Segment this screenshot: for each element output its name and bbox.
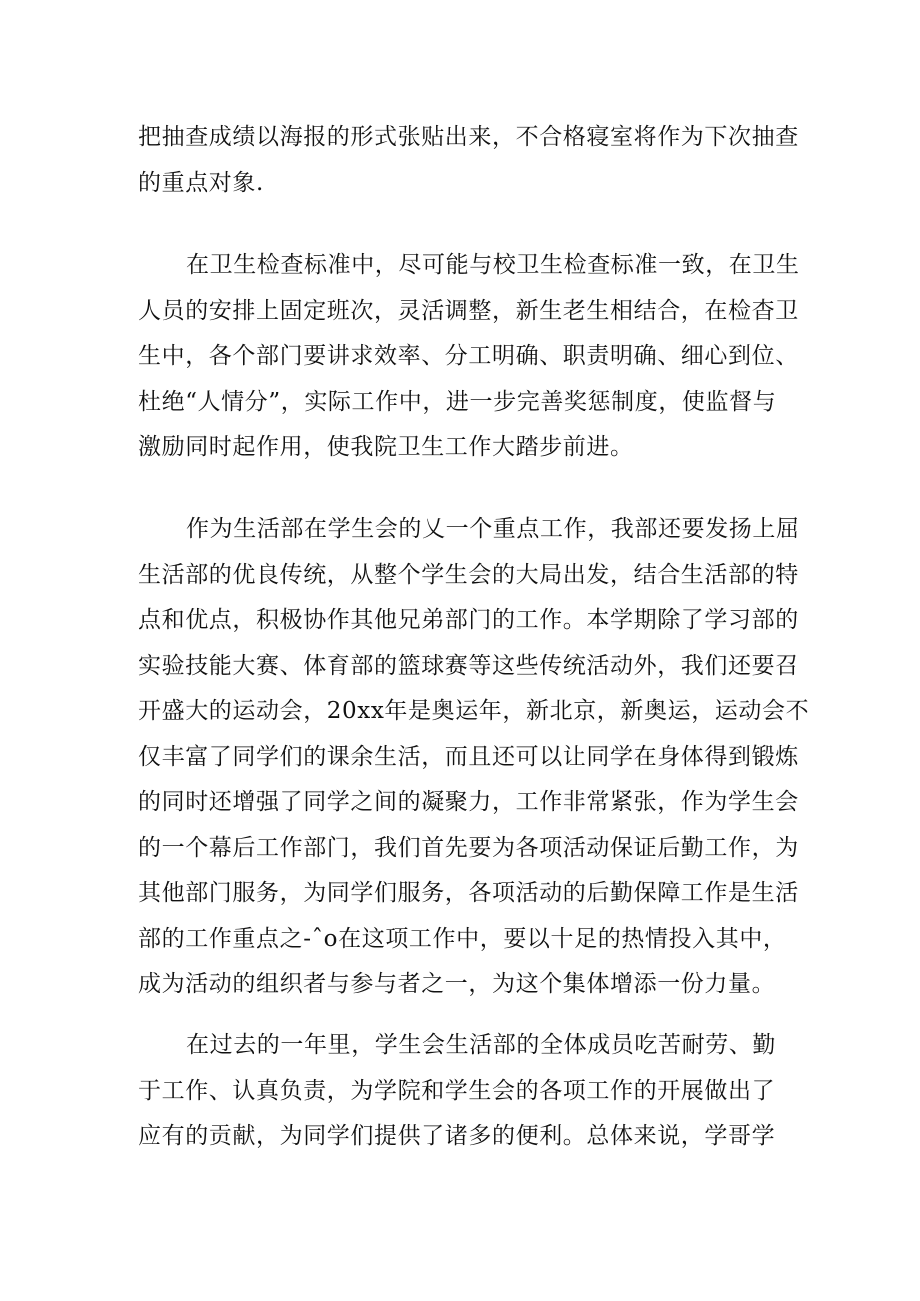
paragraph-2: [138, 243, 800, 471]
paragraph-3: [138, 507, 810, 1008]
text-line: 把抽查成绩以海报的形式张贴出来，不合格寝室将作为下次抽查: [138, 124, 799, 150]
text-line: 仅丰富了同学们的课余生活，而且还可以让同学在身体得到锻炼: [138, 743, 799, 770]
text-line-first: 在过去的一年里，学生会生活部的全体成员吃苦耐劳、勤: [186, 1032, 776, 1058]
text-line: 生中，各个部门要讲求效率、分工明确、职责明确、细心到位、: [138, 343, 799, 369]
text-line: 部的工作重点之-ˆo在这项工作中，要以十足的热情投入其中，: [138, 925, 787, 952]
text-line: 于工作、认真负责，为学院和学生会的各项工作的开展做出了: [138, 1077, 776, 1104]
text-line: 的同时还增强了同学之间的凝聚力，工作非常紧张，作为学生会: [138, 789, 799, 815]
paragraph-1: [138, 115, 799, 206]
text-line-first: 在卫生检查标准中，尽可能与校卫生检查标准一致，在卫生: [186, 252, 800, 278]
text-line: 应有的贡献，为同学们提供了诸多的便利。总体来说，学哥学: [138, 1123, 776, 1149]
text-line: 人员的安排上固定班次，灵活调整，新生老生相结合，在检杳卫: [138, 297, 799, 324]
text-line: 杜绝“人情分”，实际工作中，进一步完善奖惩制度，使监督与: [138, 388, 777, 415]
text-line: 实验技能大赛、体育部的篮球赛等这些传统活动外，我们还要召: [138, 652, 799, 679]
text-line: 其他部门服务，为同学们服务，各项活动的后勤保障工作是生活: [138, 880, 799, 906]
text-line: 生活部的优良传统，从整个学生会的大局出发，结合生活部的特: [138, 561, 799, 588]
text-line: 的一个幕后工作部门，我们首先要为各项活动保证后勤工作，为: [138, 834, 799, 861]
text-line: 的重点对象.: [138, 169, 264, 196]
text-line: 激励同时起作用，使我院卫生工作大踏步前进。: [138, 434, 634, 460]
text-line-first: 作为生活部在学生会的乂一个重点工作，我部还要发扬上屈: [186, 516, 800, 542]
text-line: 点和优点，积极协作其他兄弟部门的工作。本学期除了学习部的: [138, 607, 799, 633]
paragraph-4: [138, 1023, 788, 1160]
text-line: 开盛大的运动会，20xx年是奥运年，新北京，新奥运，运动会不: [138, 698, 810, 724]
text-line: 成为活动的组织者与参与者之一，为这个集体增添一份力量。: [138, 971, 776, 997]
